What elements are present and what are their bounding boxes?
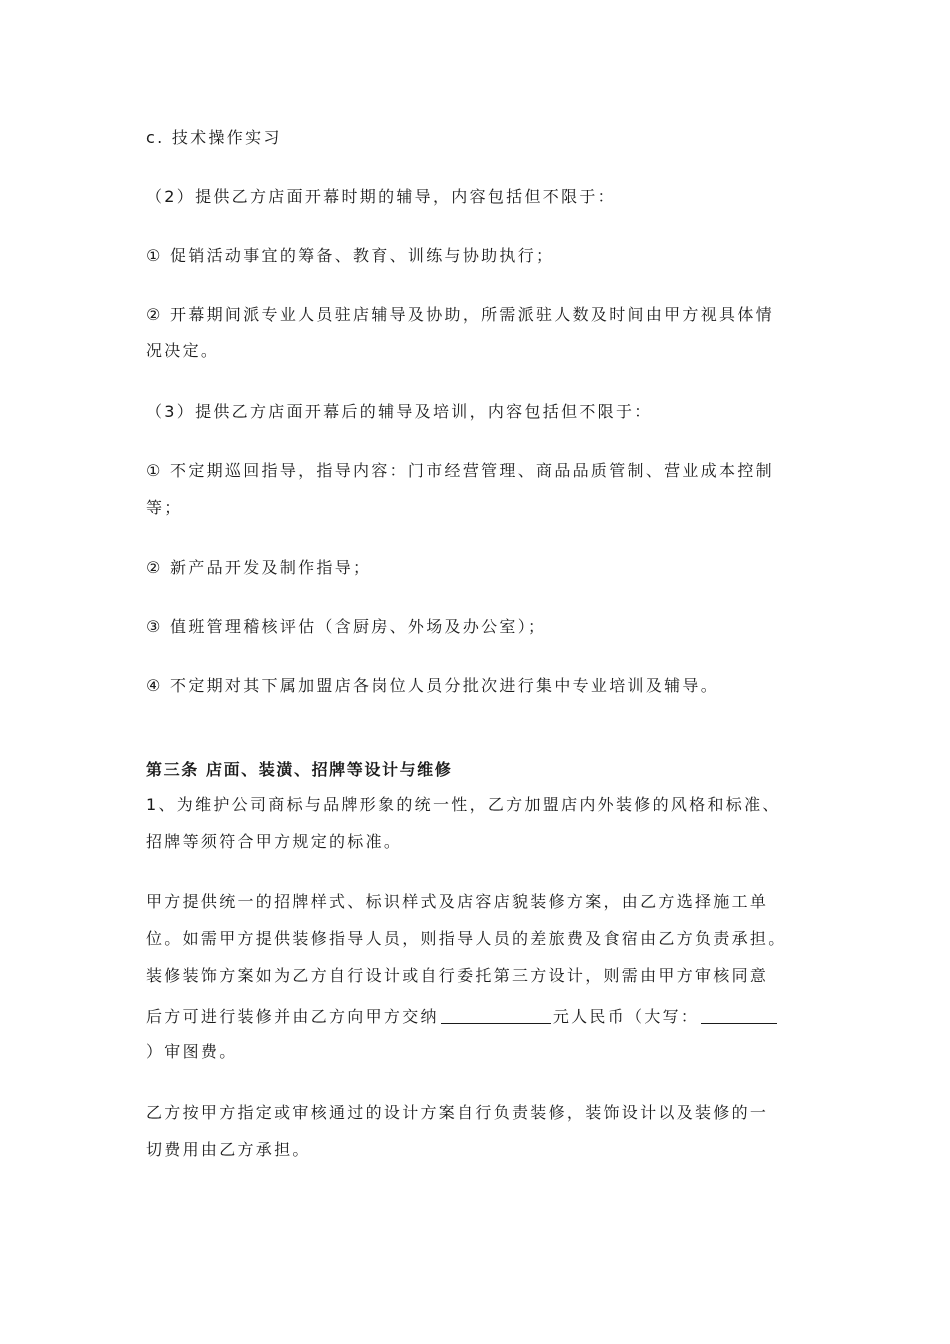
text-line: c. 技术操作实习 [146, 128, 282, 147]
text-line: 切费用由乙方承担。 [146, 1140, 311, 1159]
fee-amount-blank[interactable] [441, 1007, 551, 1024]
text-segment: 后方可进行装修并由乙方向甲方交纳 [146, 1007, 439, 1026]
section-heading: 第三条 店面、装潢、招牌等设计与维修 [146, 760, 453, 779]
text-line: 位。如需甲方提供装修指导人员，则指导人员的差旅费及食宿由乙方负责承担。 [146, 929, 787, 948]
text-line: ② 新产品开发及制作指导； [146, 558, 372, 577]
text-line: ② 开幕期间派专业人员驻店辅导及协助，所需派驻人数及时间由甲方视具体情 [146, 305, 774, 324]
fee-line [146, 1007, 816, 1027]
text-line: 乙方按甲方指定或审核通过的设计方案自行负责装修，装饰设计以及装修的一 [146, 1103, 769, 1122]
fee-capital-blank[interactable] [701, 1007, 777, 1024]
text-segment: 元人民币（大写： [552, 1007, 700, 1026]
text-line: ① 不定期巡回指导，指导内容：门市经营管理、商品品质管制、营业成本控制 [146, 461, 774, 480]
text-line: 装修装饰方案如为乙方自行设计或自行委托第三方设计，则需由甲方审核同意 [146, 966, 769, 985]
text-line: 1、为维护公司商标与品牌形象的统一性，乙方加盟店内外装修的风格和标准、 [146, 795, 781, 814]
text-line: 等； [146, 498, 183, 517]
text-line: ① 促销活动事宜的筹备、教育、训练与协助执行； [146, 246, 555, 265]
text-line: （3）提供乙方店面开幕后的辅导及培训，内容包括但不限于： [146, 402, 653, 421]
text-line: （2）提供乙方店面开幕时期的辅导，内容包括但不限于： [146, 187, 616, 206]
text-line: 招牌等须符合甲方规定的标准。 [146, 832, 403, 851]
text-line: ③ 值班管理稽核评估（含厨房、外场及办公室）； [146, 617, 547, 636]
text-line: ）审图费。 [146, 1042, 238, 1061]
text-line: 甲方提供统一的招牌样式、标识样式及店容店貌装修方案，由乙方选择施工单 [146, 892, 769, 911]
text-line: ④ 不定期对其下属加盟店各岗位人员分批次进行集中专业培训及辅导。 [146, 676, 720, 695]
text-line: 况决定。 [146, 341, 220, 360]
